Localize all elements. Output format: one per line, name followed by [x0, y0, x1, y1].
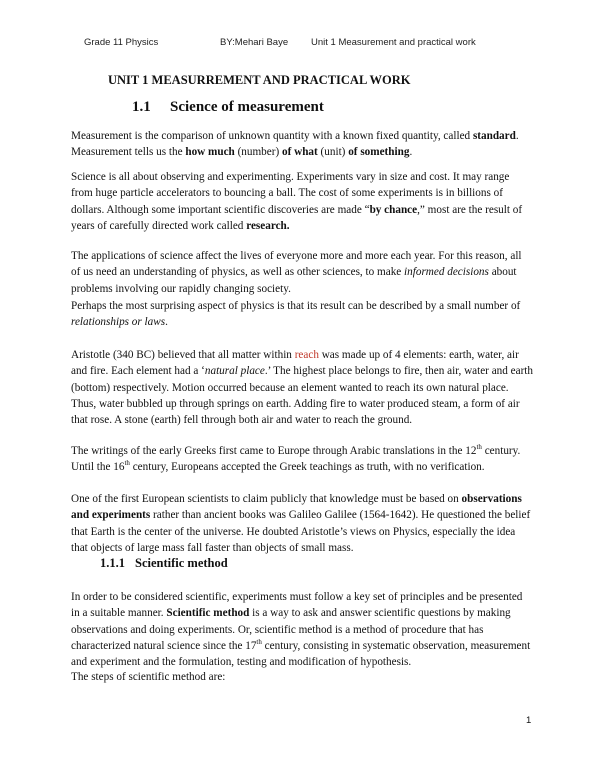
section-title: Science of measurement	[170, 99, 324, 115]
subsection-heading	[100, 556, 228, 571]
subsection-number: 1.1.1	[100, 556, 125, 570]
paragraph-scientific-method: In order to be considered scientific, experiments must follow a key set of principles and be presented in a suitable manner. Scientific method is a way to ask and answer scientific questions by making observations and doing experiments. Or, scientific method is a method of procedure that has characterized natural science since the 17th century, consisting in systematic observation, measurement and experiment and the formulation, testing and modification of hypothesis.	[71, 591, 531, 669]
paragraph-aristotle: Aristotle (340 BC) believed that all matter within reach was made up of 4 elements: earth, water, air and fire. Each element had a ‘natural place.’ The highest place belongs to fire, then air, water and earth (bottom) respectively. Motion occurred because an element wanted to reach its own natural place. Thus, water bubbled up through springs on earth. Adding fire to water produced steam, a form of air that rose. A stone (earth) fell through both air and water to reach the ground.	[71, 349, 534, 427]
header-unit: Unit 1 Measurement and practical work	[311, 37, 476, 48]
section-heading	[132, 99, 324, 116]
paragraph-steps: The steps of scientific method are:	[71, 671, 226, 683]
paragraph-physics-laws: Perhaps the most surprising aspect of physics is that its result can be described by a small number of relationships or laws.	[71, 300, 521, 329]
paragraph-applications: The applications of science affect the lives of everyone more and more each year. For this reason, all of us need an understanding of physics, as well as other sciences, to make informed decisions about problems involving our rapidly changing society.	[71, 250, 522, 295]
paragraph-science: Science is all about observing and experimenting. Experiments vary in size and cost. It may range from huge particle accelerators to bouncing a ball. The cost of some experiments is in billions of dollars. Although some important scientific discoveries are made “by chance,” most are the result of years of carefully directed work called research.	[71, 171, 523, 232]
section-number: 1.1	[132, 99, 151, 115]
header-course: Grade 11 Physics	[84, 37, 159, 48]
paragraph-measurement: Measurement is the comparison of unknown quantity with a known fixed quantity, called standard. Measurement tells us the how much (number) of what (unit) of something.	[71, 130, 519, 159]
page-number: 1	[526, 715, 532, 726]
subsection-title: Scientific method	[135, 556, 228, 570]
paragraph-greeks: The writings of the early Greeks first came to Europe through Arabic translations in the 12th century. Until the 16th century, Europeans accepted the Greek teachings as truth, with no verification.	[71, 443, 521, 474]
reach-link[interactable]: reach	[294, 349, 319, 361]
paragraph-galileo: One of the first European scientists to claim publicly that knowledge must be based on observations and experiments rather than ancient books was Galileo Galilee (1564-1642). He questioned the belief that Earth is the center of the universe. He doubted Aristotle’s views on Physics, especially the idea that objects of large mass fall faster than objects of small mass.	[71, 493, 531, 554]
header-author: BY:Mehari Baye	[220, 37, 289, 48]
unit-title: UNIT 1 MEASURREMENT AND PRACTICAL WORK	[108, 73, 411, 87]
